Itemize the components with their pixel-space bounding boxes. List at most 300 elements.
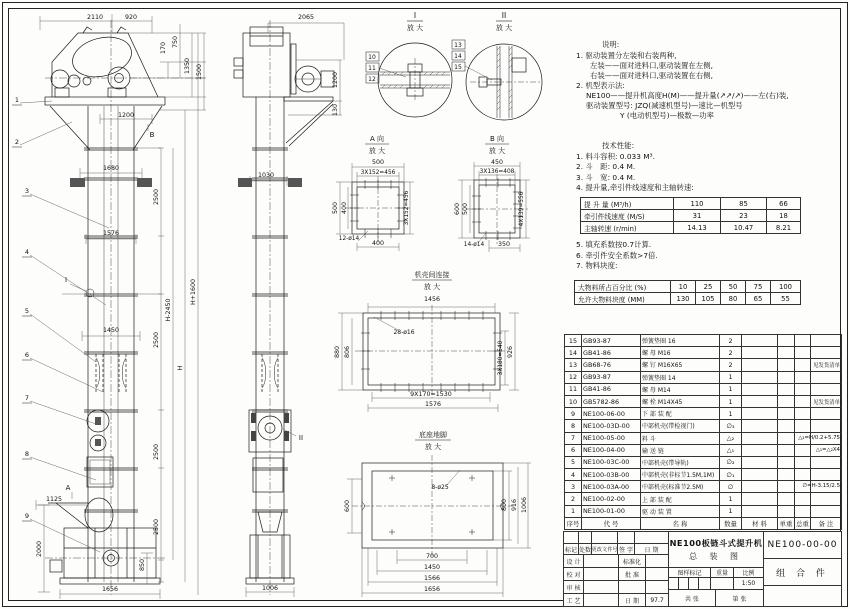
sheet-number-label: 第 张: [732, 595, 747, 603]
dim-label: 1200: [332, 71, 339, 89]
view-label: 机壳间连接: [414, 271, 450, 279]
item-leader-number: 1: [14, 96, 20, 104]
lump-value: 25: [696, 281, 721, 293]
lump-row-label: 大物料所占百分比 (%): [575, 281, 671, 293]
table-row: [565, 420, 842, 432]
dim-label: 28-ø16: [393, 329, 415, 336]
view-label: B 向: [489, 135, 505, 143]
bom-code: NE100-03D-00: [582, 420, 641, 432]
bom-code: NE100-01-00: [582, 505, 641, 517]
lump-value: 100: [771, 281, 801, 293]
bom-cell-empty: [742, 505, 778, 517]
bom-name: 料 斗: [641, 432, 720, 444]
view-a-labels: [332, 134, 410, 247]
bom-cell-empty: [795, 347, 811, 359]
table-row: [565, 432, 842, 444]
dim-label: H: [177, 365, 184, 371]
table-row: [581, 210, 801, 222]
bom-remark: [811, 335, 842, 347]
bom-name: 中部机壳(标准节2.5M): [641, 481, 720, 493]
bom-cell-empty: [795, 371, 811, 383]
bom-name: 输 送 链: [641, 444, 720, 456]
bom-code: NE100-02-00: [582, 493, 641, 505]
role-sign-empty: [646, 568, 668, 580]
bom-remark: [811, 371, 842, 383]
dim-label: 3X152=456: [404, 190, 410, 226]
base-anchor-detail: [352, 440, 515, 556]
bom-cell-empty: [742, 493, 778, 505]
tech-item: 7. 物料块度:: [576, 261, 618, 271]
detail-label: I: [413, 11, 417, 20]
detail-ii-view: [452, 21, 542, 120]
rev-cell-empty: [635, 532, 668, 543]
dim-label: 1576: [424, 401, 442, 408]
note-line: 1. 驱动装置分左装和右装两种,: [576, 51, 677, 61]
item-tag: 15: [454, 64, 462, 71]
bom-remark: [811, 420, 842, 432]
role-label: 校 对: [564, 568, 584, 580]
dim-label: 2110: [86, 14, 104, 21]
dim-label: 400: [341, 201, 348, 215]
item-leader-number: 2: [14, 138, 20, 146]
bom-remark: [798, 432, 842, 444]
lump-value: 10: [671, 281, 696, 293]
bom-no: 2: [565, 493, 582, 505]
bom-cell-empty: [795, 359, 811, 371]
lump-value: 75: [746, 281, 771, 293]
note-line: 右装——面对进料口,驱动装置在右侧,: [590, 71, 713, 81]
role-sign-empty: [584, 594, 619, 606]
item-tag: 13: [454, 42, 462, 49]
dim-label: 450: [490, 159, 504, 166]
lump-value: 130: [671, 293, 696, 305]
bom-remark: [811, 505, 842, 517]
bom-cell-empty: [778, 359, 795, 371]
bom-cell-empty: [778, 444, 795, 456]
table-row: [581, 222, 801, 234]
dim-label: 1576: [102, 230, 120, 237]
mark-box: [679, 578, 689, 589]
dim-label: 600: [344, 499, 351, 513]
bom-qty: 2: [720, 347, 742, 359]
bom-remark: [811, 469, 842, 481]
bom-qty: 2: [720, 359, 742, 371]
bom-cell-empty: [778, 408, 795, 420]
perf-value: 85: [721, 198, 767, 210]
dim-label: H-2450: [165, 298, 172, 322]
bom-cell-empty: [778, 481, 795, 493]
bom-cell-empty: [742, 335, 778, 347]
bom-name: 螺 母 M14: [641, 383, 720, 395]
mark-box: [669, 578, 679, 589]
dim-label: 12-ø14: [338, 236, 360, 242]
table-row: [565, 444, 842, 456]
perf-value: 8.21: [767, 222, 801, 234]
bom-name: 上 部 装 配: [641, 493, 720, 505]
bom-header: 备 注: [811, 517, 842, 529]
bom-remark: [811, 359, 842, 371]
dim-label: 2500: [153, 518, 160, 536]
item-tag: 10: [368, 54, 376, 61]
dim-label: 916: [511, 498, 518, 512]
table-row: [565, 395, 842, 407]
bom-cell-empty: [778, 505, 795, 517]
rev-header: 日 期: [644, 546, 659, 554]
bom-cell-empty: [742, 371, 778, 383]
role-sign-empty: [646, 581, 668, 593]
dim-label: 2500: [153, 188, 160, 206]
dim-label: 1350: [184, 57, 191, 75]
detail-sub-label: 放 大: [495, 24, 513, 32]
dim-label: 926: [507, 345, 514, 359]
dim-label: 800: [501, 498, 508, 512]
lump-size-table: [574, 280, 801, 305]
item-leader-number: 8: [24, 450, 30, 458]
dim-label: 1450: [423, 564, 441, 571]
bom-cell-empty: [742, 432, 778, 444]
bom-cell-empty: [742, 347, 778, 359]
table-row: [565, 505, 842, 517]
bom-header: 代 号: [582, 517, 641, 529]
dim-label: 4X139=556: [519, 191, 525, 227]
note-line: 2. 机型表示法:: [576, 81, 625, 91]
view-label: A 向: [369, 135, 385, 143]
dim-label: 920: [124, 14, 138, 21]
bom-code: GB41-86: [582, 347, 641, 359]
bom-remark: [811, 395, 842, 407]
bom-cell-empty: [795, 395, 811, 407]
bom-cell-empty: [742, 469, 778, 481]
dim-label: 500: [462, 202, 469, 216]
dim-label: 9X170=1530: [410, 391, 452, 398]
detail-sub-label: 放 大: [406, 24, 424, 32]
bom-cell-empty: [742, 456, 778, 468]
role-label: 设 计: [564, 555, 584, 567]
bom-no: 15: [565, 335, 582, 347]
bom-qty: ∅₁: [720, 469, 742, 481]
tech-item: 6. 牵引件安全系数>7倍.: [576, 250, 658, 260]
mark-box: [699, 578, 711, 589]
title-block-date: 97.7: [650, 596, 664, 604]
tech-item: 2. 斗 距: 0.4 M.: [576, 162, 636, 172]
dim-label: 806: [344, 345, 351, 359]
table-row: [565, 456, 842, 468]
detail-label: II: [501, 11, 507, 20]
tech-item: 4. 提升量,牵引件线速度和主轴转速:: [576, 182, 694, 192]
perf-value: 10.47: [721, 222, 767, 234]
bom-cell-empty: [742, 395, 778, 407]
bom-name: 弹簧垫圈 16: [641, 335, 720, 347]
bom-cell-empty: [795, 444, 811, 456]
bom-cell-empty: [742, 408, 778, 420]
drawing-type: 总 装 图: [688, 551, 744, 561]
view-sub-label: 放 大: [423, 283, 441, 291]
bom-remark-text: △₁=△₂X4: [815, 446, 840, 453]
notes-title: 说明:: [602, 40, 620, 49]
title-block-right: [764, 532, 841, 606]
detail-i-view: [366, 21, 452, 117]
bom-cell-empty: [778, 456, 795, 468]
bom-qty: ∅₂: [720, 456, 742, 468]
front-dimension-labels: [36, 14, 203, 593]
bom-cell-empty: [778, 347, 795, 359]
scale-value: 1:50: [741, 580, 756, 587]
table-row: [565, 408, 842, 420]
rev-header: 签 字: [618, 544, 635, 554]
bom-cell-empty: [778, 383, 795, 395]
view-sub-label: 放 大: [368, 147, 386, 155]
bom-cell-empty: [778, 469, 795, 481]
bom-no: 5: [565, 456, 582, 468]
front-elevation-view: [45, 20, 205, 595]
bom-remark-text: 见发货清单: [813, 399, 840, 406]
item-leader-number: 4: [24, 248, 30, 256]
bom-qty: 1: [720, 408, 742, 420]
perf-row-label: 牵引件线速度 (M/S): [581, 210, 674, 222]
item-tag: 12: [368, 76, 376, 83]
dim-label: 2500: [153, 331, 160, 349]
item-leader-number: 9: [24, 512, 30, 520]
rev-cell-empty: [618, 532, 635, 543]
detail-i-marker: I: [64, 276, 68, 284]
table-row: [565, 383, 842, 395]
bom-cell-empty: [795, 469, 811, 481]
table-row: [581, 198, 801, 210]
drawing-number: NE100-00-00: [764, 532, 841, 559]
bom-cell-empty: [795, 383, 811, 395]
bom-remark: [811, 383, 842, 395]
bom-qty: 1: [720, 505, 742, 517]
view-marker-b: B: [149, 131, 155, 139]
bom-cell-empty: [778, 395, 795, 407]
performance-table: [580, 197, 801, 234]
dim-label: 1566: [423, 575, 441, 582]
bom-code: NE100-06-00: [582, 408, 641, 420]
bom-code: GB93-87: [582, 371, 641, 383]
dim-label: 170: [160, 41, 167, 55]
dim-label: 130: [332, 103, 339, 117]
view-marker-a: A: [65, 484, 71, 492]
front-item-leaders: [15, 96, 155, 520]
lump-value: 105: [696, 293, 721, 305]
base-anchor-labels: [344, 430, 528, 593]
rev-header: 处数: [579, 544, 592, 554]
bom-remark-text: △₂=H/0.2+5.75: [798, 434, 840, 441]
perf-row-label: 提 升 量 (M³/h): [581, 198, 674, 210]
bom-cell-empty: [795, 505, 811, 517]
tech-item: 5. 填充系数按0.7计算.: [576, 240, 652, 249]
bom-cell-empty: [778, 335, 795, 347]
lump-value: 80: [721, 293, 746, 305]
bom-no: 1: [565, 505, 582, 517]
total-sheets-label: 共 张: [669, 590, 716, 606]
dim-label: 400: [371, 240, 385, 247]
dim-label: 1680: [102, 165, 120, 172]
tech-specs-section-2: [576, 240, 840, 272]
perf-value: 18: [767, 210, 801, 222]
role-sign-empty: [584, 568, 619, 580]
dim-label: 500: [371, 159, 385, 166]
dim-label: 1125: [45, 496, 63, 503]
dim-label: H+1600: [190, 278, 197, 306]
bom-cell-empty: [795, 335, 811, 347]
item-tag: 14: [454, 53, 462, 60]
title-block-revision-area: [564, 532, 669, 606]
parts-list-table: [564, 334, 842, 530]
product-name: NE100板链斗式提升机: [669, 537, 763, 548]
bom-qty: ∅: [720, 481, 742, 493]
bom-remark: [811, 456, 842, 468]
weight-value-empty: [711, 578, 734, 589]
assembly-type: 组 合 件: [764, 559, 841, 586]
dim-label: 1200: [117, 112, 135, 119]
role-label: 日 期: [619, 594, 646, 606]
bom-no: 11: [565, 383, 582, 395]
lump-row-label: 允许大物料块度 (MM): [575, 293, 671, 305]
lump-value: 55: [771, 293, 801, 305]
bom-qty: 1: [720, 395, 742, 407]
table-row: [565, 347, 842, 359]
title-block-blank: [764, 586, 841, 606]
bom-name: 中部机壳(带导轨): [641, 456, 720, 468]
dim-label: 600: [454, 202, 461, 216]
table-row: [575, 281, 801, 293]
dim-label: 500: [332, 201, 339, 215]
bom-cell-empty: [795, 456, 811, 468]
rev-cell-empty: [592, 532, 618, 543]
bom-no: 7: [565, 432, 582, 444]
bom-name: 中部机壳(带检视门): [641, 420, 720, 432]
role-label: 审 核: [564, 581, 584, 593]
side-elevation-view: [234, 20, 334, 595]
bom-code: NE100-03B-00: [582, 469, 641, 481]
bom-remark: [811, 347, 842, 359]
rev-cell-empty: [579, 532, 592, 543]
role-sign-empty: [646, 555, 668, 567]
role-sign-empty: [584, 581, 619, 593]
bom-cell-empty: [778, 432, 795, 444]
dim-label: 1450: [102, 327, 120, 334]
dim-label: 1030: [257, 172, 275, 179]
casing-joint-labels: [334, 270, 514, 408]
dim-label: 1656: [101, 586, 119, 593]
bom-code: GB93-87: [582, 335, 641, 347]
title-block-center: [669, 532, 764, 606]
view-sub-label: 放 大: [488, 147, 506, 155]
perf-value: 31: [674, 210, 721, 222]
bom-qty: 1: [720, 383, 742, 395]
dim-label: 2000: [36, 540, 43, 558]
table-header-row: [565, 517, 842, 529]
dim-label: 3X180=540: [498, 340, 504, 376]
bom-remark-text: ∅=H-3.15/2.5: [802, 483, 840, 490]
bom-no: 12: [565, 371, 582, 383]
rev-header: 更改文件号: [592, 544, 618, 554]
table-row: [575, 293, 801, 305]
dim-label: 2065: [297, 14, 315, 21]
title-block: [563, 531, 842, 607]
note-line: 驱动装置型号: JZQ(减速机型号)—速比—机型号: [586, 101, 743, 111]
bom-no: 10: [565, 395, 582, 407]
bom-code: GB5782-86: [582, 395, 641, 407]
dim-label: 750: [172, 35, 179, 49]
table-row: [565, 359, 842, 371]
detail-ii-marker: II: [298, 434, 304, 442]
bom-remark: [811, 408, 842, 420]
bom-name: 螺 栓 M14X45: [641, 395, 720, 407]
role-cell-empty: [619, 581, 646, 593]
scale-label: 比例: [742, 570, 755, 577]
bom-code: GB68-76: [582, 359, 641, 371]
dim-label: 8-ø25: [431, 484, 449, 491]
mark-box: [689, 578, 699, 589]
bom-name: 弹簧垫圈 14: [641, 371, 720, 383]
bom-code: NE100-03C-00: [582, 456, 641, 468]
bom-header: 材 料: [742, 517, 778, 529]
bom-cell-empty: [795, 408, 811, 420]
dim-label: 1006: [521, 496, 528, 514]
bom-no: 14: [565, 347, 582, 359]
item-tag: 11: [368, 65, 376, 72]
bom-name: 螺 钉 M16X65: [641, 359, 720, 371]
view-sub-label: 放 大: [424, 443, 442, 451]
perf-value: 66: [767, 198, 801, 210]
dim-label: 880: [334, 345, 341, 359]
bom-code: NE100-04-00: [582, 444, 641, 456]
tech-item: 1. 料斗容积: 0.033 M³.: [576, 152, 655, 162]
dim-label: 3X152=456: [360, 170, 396, 176]
lump-value: 65: [746, 293, 771, 305]
rev-cell-empty: [564, 532, 579, 543]
bom-qty: 1: [720, 493, 742, 505]
bom-code: GB41-86: [582, 383, 641, 395]
dim-label: 850: [139, 558, 146, 572]
bom-name: 螺 母 M16: [641, 347, 720, 359]
mark-label: 图样标记: [669, 568, 711, 577]
tech-title: 技术性能:: [602, 141, 635, 150]
bom-cell-empty: [795, 493, 811, 505]
bom-header: 名 称: [641, 517, 720, 529]
bom-cell-empty: [778, 371, 795, 383]
table-row: [565, 335, 842, 347]
bom-cell-empty: [742, 420, 778, 432]
notes-section: [576, 40, 840, 122]
dim-label: 1006: [261, 585, 279, 592]
bom-no: 9: [565, 408, 582, 420]
bom-no: 3: [565, 481, 582, 493]
bom-remark: [811, 493, 842, 505]
dim-label: 1456: [423, 296, 441, 303]
note-line: Y (电动机型号)—极数—功率: [620, 111, 714, 121]
bom-qty: 1: [720, 371, 742, 383]
bom-remark: [802, 481, 842, 493]
bom-name: 下 部 装 配: [641, 408, 720, 420]
bom-cell-empty: [795, 420, 811, 432]
bom-qty: ∅₃: [720, 420, 742, 432]
role-label: 标准化: [619, 555, 646, 567]
bom-remark-text: 见发货清单: [813, 363, 840, 370]
bom-no: 8: [565, 420, 582, 432]
perf-value: 14.13: [674, 222, 721, 234]
bom-header: 总重: [795, 517, 811, 529]
bom-header: 数量: [720, 517, 742, 529]
bom-cell-empty: [778, 420, 795, 432]
bom-qty: △₂: [720, 432, 742, 444]
item-leader-number: 3: [24, 187, 30, 195]
bom-code: NE100-03A-00: [582, 481, 641, 493]
bom-no: 4: [565, 469, 582, 481]
tech-specs-section: [576, 141, 840, 193]
